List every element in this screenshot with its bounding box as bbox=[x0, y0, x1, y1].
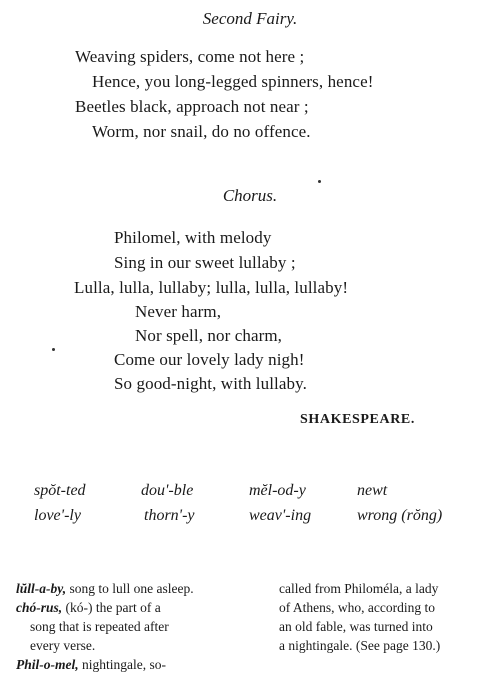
poem-line: Sing in our sweet lullaby ; bbox=[114, 253, 296, 272]
note-line bbox=[30, 636, 95, 655]
vocab-word: newt bbox=[357, 482, 388, 499]
note-line: an old fable, was turned into bbox=[279, 619, 433, 634]
vocab-word: thorn'-y bbox=[144, 507, 195, 524]
second-fairy-heading: Second Fairy. bbox=[202, 9, 298, 28]
ink-speck bbox=[52, 348, 55, 351]
vocab-word: love'-ly bbox=[34, 507, 81, 524]
poem-line: Hence, you long-legged spinners, hence! bbox=[92, 72, 374, 91]
note-text: song that is repeated after bbox=[30, 619, 169, 634]
vocab-word: spŏt-ted bbox=[34, 482, 86, 499]
note-text: song to lull one asleep. bbox=[66, 581, 194, 596]
note-term: chó-rus, bbox=[16, 600, 63, 615]
note-line: called from Philoméla, a lady bbox=[279, 581, 439, 596]
note-term: Phil-o-mel, bbox=[16, 657, 79, 672]
poem-line: Philomel, with melody bbox=[114, 228, 272, 247]
vocab-word: mĕl-od-y bbox=[249, 482, 306, 499]
poem-line: Worm, nor snail, do no offence. bbox=[92, 122, 311, 141]
ink-speck bbox=[318, 180, 321, 183]
poem-line: So good-night, with lullaby. bbox=[114, 374, 307, 393]
poem-line: Beetles black, approach not near ; bbox=[75, 97, 309, 116]
note-line bbox=[16, 598, 161, 617]
poem-line: Come our lovely lady nigh! bbox=[114, 350, 305, 369]
note-line: a nightingale. (See page 130.) bbox=[279, 638, 441, 653]
note-text: nightingale, so- bbox=[78, 657, 166, 672]
chorus-heading: Chorus. bbox=[222, 186, 278, 205]
note-term: lŭll-a-by, bbox=[16, 581, 67, 596]
vocab-word: dou'-ble bbox=[141, 482, 194, 499]
note-line: of Athens, who, according to bbox=[279, 600, 435, 615]
vocab-word: weav'-ing bbox=[249, 507, 312, 524]
note-text: every verse. bbox=[30, 638, 96, 653]
poem-line: Nor spell, nor charm, bbox=[135, 326, 283, 345]
note-line bbox=[16, 579, 194, 598]
note-line bbox=[16, 655, 166, 674]
poem-line: Never harm, bbox=[135, 302, 222, 321]
poem-line: Weaving spiders, come not here ; bbox=[75, 47, 305, 66]
vocab-word: wrong (rŏng) bbox=[357, 507, 443, 524]
note-text: (kó-) the part of a bbox=[62, 600, 161, 615]
author-signature: SHAKESPEARE. bbox=[300, 412, 415, 427]
poem-line: Lulla, lulla, lullaby; lulla, lulla, lullaby! bbox=[74, 278, 349, 297]
note-line bbox=[30, 617, 169, 636]
